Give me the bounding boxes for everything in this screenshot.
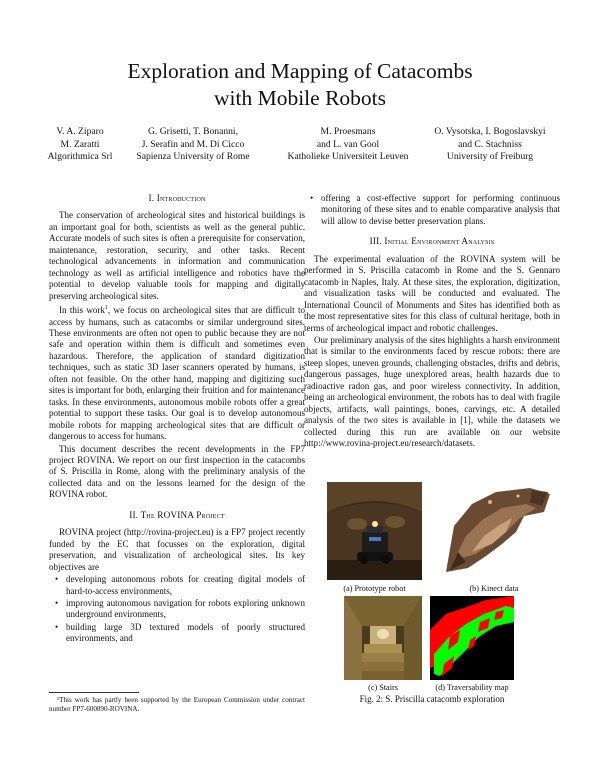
- author-group-sapienza: [118, 126, 268, 164]
- project-paragraph-1: ROVINA project (http://rovina-project.eu) is a FP7 project recently funded by the EC that focusses on the exploration, digital preservation, and visualization of archeological sites. Its key objectives are: [49, 527, 305, 572]
- intro-paragraph-1: The conservation of archeological sites and historical buildings is an important goal for both, scientists as well as the general public. Accurate models of such sites is often a prerequisite for conservation, maintenance, restoration, security, and other tasks. Recent technological advancements in information and communication technology as well as artificial intelligence and robotics have the potential to develop valuable tools for mapping and digitally preserving archeological sites.: [49, 210, 305, 301]
- author-names-line1: V. A. Ziparo: [56, 126, 104, 137]
- subcaption-d: (d) Traversability map: [435, 683, 509, 692]
- footnote-marker: 1: [104, 305, 108, 312]
- subcaption-a: (a) Prototype robot: [343, 584, 406, 593]
- objectives-list-continued: [304, 193, 560, 227]
- list-item: • developing autonomous robots for creating digital models of hard-to-access environments,: [66, 574, 305, 597]
- analysis-paragraph-2: Our preliminary analysis of the sites highlights a harsh environment that is similar to the environments faced by rescue robots: there are steep slopes, uneven grounds, challenging obstacles, drifts and debris, dangerous passages, huge unexplored areas, health hazards due to radioactive radon gas, and poor wireless connectivity. In addition, being an archeological environment, the robots has to deal with fragile objects, artifacts, wall paintings, bones, carvings, etc. A detailed analysis of the two sites is available in [1], while the datasets we collected during this run are available on our website http://www.rovina-project.eu/research/datasets.: [304, 334, 560, 449]
- author-group-freiburg: [410, 126, 570, 164]
- figure-traversability-map: [430, 596, 514, 680]
- author-names-line2: and L. van Gool: [316, 138, 380, 150]
- author-block: [30, 126, 590, 166]
- footnote: ¹This work has partly been supported by the European Commission under contract number FP7-600890-ROVINA.: [49, 696, 305, 713]
- author-names-line2: M. Zaratti: [60, 138, 100, 150]
- figure-stairs: [344, 596, 422, 680]
- section-heading-introduction: I. Introduction: [148, 193, 206, 203]
- section-heading-project: II. The ROVINA Project: [129, 509, 225, 520]
- author-names-line2: and C. Stachniss: [458, 138, 522, 150]
- author-affiliation: Algorithmica Srl: [47, 151, 113, 162]
- figure-kinect-data: [432, 482, 556, 580]
- footnote-rule: [49, 692, 139, 693]
- title-line-2: with Mobile Robots: [213, 86, 386, 110]
- figure-caption: Fig. 2: S. Priscilla catacomb exploration: [359, 694, 505, 704]
- objectives-list: [49, 574, 305, 645]
- intro-paragraph-2-start: In this work: [59, 305, 105, 316]
- list-item: • improving autonomous navigation for robots exploring unknown underground environments,: [66, 598, 305, 621]
- paper-title: [0, 58, 600, 112]
- list-item: • offering a cost-effective support for performing continuous monitoring of these sites and to enable comparative analysis that will allow to devise better preservation plans.: [321, 193, 560, 227]
- intro-paragraph-2: [49, 303, 305, 442]
- figure-prototype-robot: [327, 482, 422, 580]
- right-column: [304, 193, 560, 451]
- author-names-line1: O. Vysotska, I. Bogoslavskyi: [434, 126, 546, 137]
- left-column: [49, 193, 305, 646]
- author-names-line2: J. Serafin and M. Di Cicco: [141, 138, 245, 150]
- section-heading-analysis: III. Initial Environment Analysis: [369, 236, 495, 247]
- author-names-line1: M. Proesmans: [320, 126, 376, 137]
- author-affiliation: Sapienza University of Rome: [136, 151, 250, 162]
- title-line-1: Exploration and Mapping of Catacombs: [127, 59, 473, 83]
- subcaption-b: (b) Kinect data: [469, 584, 519, 593]
- intro-paragraph-2-rest: , we focus on archeological sites that are difficult to access by humans, such as catacombs or similar underground sites. These environments are often not open to public because they are not safe and operation within them is difficult and sometimes even hazardous. Therefore, the application of standard digitization techniques, such as static 3D laser scanners operated by humans, is often not feasible. On the other hand, mapping and digitizing such sites is important for both, enlarging their fruition and for maintenance tasks. In these environments, autonomous mobile robots offer a great potential to support these tasks. Our goal is to develop autonomous mobile robots for mapping archeological sites that are difficult or dangerous to access for humans.: [49, 305, 305, 442]
- author-group-leuven: [273, 126, 423, 164]
- author-group-algorithmica: [30, 126, 130, 164]
- analysis-paragraph-1: The experimental evaluation of the ROVINA system will be performed in S. Priscilla catacomb in Rome and the S. Gennaro catacomb in Naples, Italy. At these sites, the exploration, digitization, and visualization tasks will be conducted and evaluated. The International Council of Monuments and Sites has identified both as the most representative sites for this class of cultural heritage, both in terms of archeological impact and robotic challenges.: [304, 253, 560, 333]
- author-affiliation: Katholieke Universiteit Leuven: [287, 151, 409, 162]
- author-affiliation: University of Freiburg: [446, 151, 534, 162]
- author-names-line1: G. Grisetti, T. Bonanni,: [148, 126, 238, 137]
- intro-paragraph-3: This document describes the recent developments in the FP7 project ROVINA. We report on our first inspection in the catacombs of S. Priscilla in Rome, along with the preliminary analysis of the collected data and on the lessons learned for the design of the ROVINA robot.: [49, 443, 305, 500]
- subcaption-c: (c) Stairs: [368, 683, 398, 692]
- list-item: • building large 3D textured models of poorly structured environments, and: [66, 622, 305, 645]
